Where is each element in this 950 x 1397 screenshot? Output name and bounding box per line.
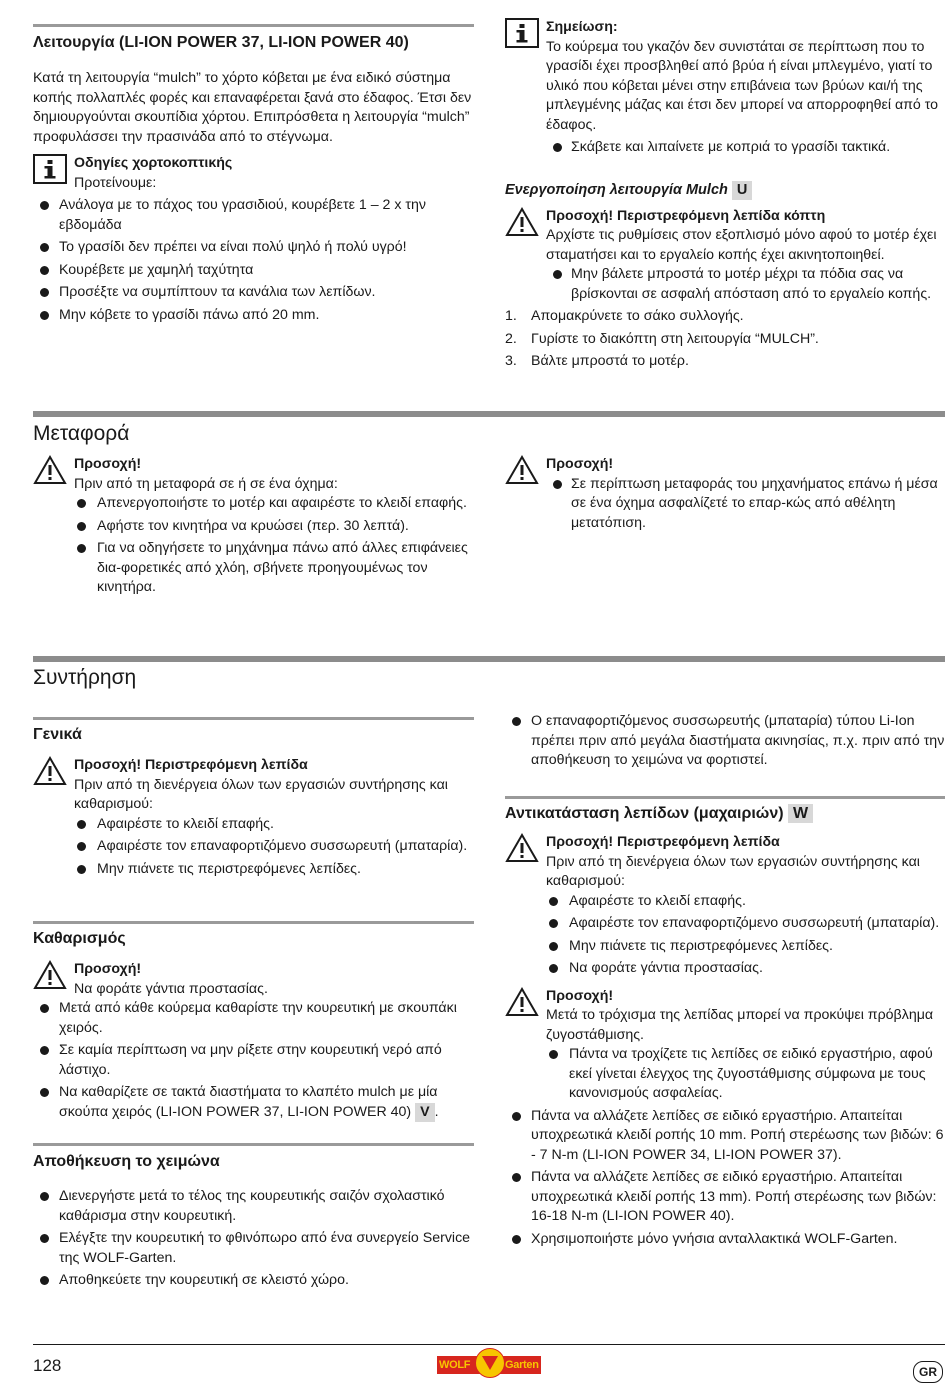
- list-item: Αποθηκεύετε την κουρευτική σε κλειστό χώρο.: [33, 1271, 474, 1291]
- transport-title: Μεταφορά: [33, 422, 130, 445]
- warning-title: Προσοχή! Περιστρεφόμενη λεπίδα κόπτη: [546, 207, 826, 224]
- step-item: 1. Απομακρύνετε το σάκο συλλογής.: [505, 308, 744, 324]
- mulch-activation-title: Ενεργοποίηση λειτουργία Mulch U: [505, 179, 945, 201]
- warning-title: Προσοχή! Περιστρεφόμενη λεπίδα: [546, 834, 780, 850]
- list-item: Ο επαναφορτιζόμενος συσσωρευτής (μπαταρία) τύπου Li-Ion πρέπει πριν από μεγάλα διαστήματα ακινησίας, π.χ. πριν από την αποθήκευση το χειμώνα να φορτιστεί.: [505, 712, 945, 771]
- battery-note: [505, 712, 945, 771]
- warning-icon: [33, 455, 67, 485]
- list-item: Προσέξτε να συμπίπτουν τα κανάλια των λεπίδων.: [33, 283, 474, 303]
- list-item: Μην κόβετε το γρασίδι πάνω από 20 mm.: [33, 306, 474, 326]
- list-item: Διενεργήστε μετά το τέλος της κουρευτικής σαιζόν σχολαστικό καθάρισμα στην κουρευτική.: [33, 1187, 474, 1226]
- warning-title: Προσοχή!: [546, 456, 614, 472]
- figure-ref-badge: V: [415, 1103, 434, 1122]
- transport-warning-box: [33, 455, 474, 598]
- mowing-tips-title: Οδηγίες χορτοκοπτικής: [74, 155, 233, 171]
- warning-icon: [505, 833, 539, 863]
- mulch-title: Λειτουργία (LI-ION POWER 37, LI-ION POWER 40): [33, 34, 409, 51]
- list-item: Το γρασίδι δεν πρέπει να είναι πολύ ψηλό ή πολύ υγρό!: [33, 238, 474, 258]
- mulch-warning-box: [505, 207, 945, 305]
- warning-text: Να φοράτε γάντια προστασίας.: [74, 980, 268, 997]
- warning-text: Πριν από τη μεταφορά σε ή σε ένα όχημα:: [74, 475, 338, 492]
- warning-title: Προσοχή! Περιστρεφόμενη λεπίδα: [74, 757, 308, 773]
- list-item: Για να οδηγήσετε το μηχάνημα πάνω από άλλες επιφάνειες δια-φορετικές από χλόη, σβήνετε προηγουμένως τον κινητήρα.: [74, 539, 474, 598]
- list-item: Χρησιμοποιήστε μόνο γνήσια ανταλλακτικά WOLF-Garten.: [505, 1230, 945, 1250]
- mulch-note-section: [505, 18, 945, 372]
- info-icon: [505, 18, 539, 48]
- warning-icon: [505, 987, 539, 1017]
- list-item: Αφήστε τον κινητήρα να κρυώσει (περ. 30 λεπτά).: [74, 517, 474, 537]
- cleaning-title: Καθαρισμός: [33, 930, 126, 947]
- general-section: [33, 717, 474, 879]
- cleaning-warning-box: [33, 960, 474, 999]
- warning-icon: [505, 455, 539, 485]
- transport-warning-box-2: [505, 455, 945, 533]
- list-item: Πάντα να τροχίζετε τις λεπίδες σε ειδικό εργαστήριο, αφού εκεί γίνεται έλεγχος της ζυγοστάθμισης σύμφωνα με τους κανονισμούς ασφαλείας.: [546, 1045, 945, 1104]
- info-icon: [33, 154, 67, 184]
- step-item: 3. Βάλτε μπροστά το μοτέρ.: [505, 353, 689, 369]
- list-item: Αφαιρέστε το κλειδί επαφής.: [74, 815, 474, 835]
- list-item: Μην πιάνετε τις περιστρεφόμενες λεπίδες.: [74, 860, 474, 880]
- winter-storage-title: Αποθήκευση το χειμώνα: [33, 1153, 220, 1170]
- warning-title: Προσοχή!: [74, 961, 142, 977]
- mulch-section: [33, 24, 474, 325]
- list-item: Πάντα να αλλάζετε λεπίδες σε ειδικό εργαστήριο. Απαιτείται υποχρεωτικά κλειδί ροπής 13 mm). Ροπή στερέωσης των βιδών: 16-18 N-m (LI-ION POWER 40).: [505, 1168, 945, 1227]
- balance-warning-box: [505, 987, 945, 1046]
- list-item: Αφαιρέστε τον επαναφορτιζόμενο συσσωρευτή (μπαταρία).: [74, 837, 474, 857]
- maintenance-title: Συντήρηση: [33, 666, 137, 689]
- list-item: Ελέγξτε την κουρευτική το φθινόπωρο από ένα συνεργείο Service της WOLF-Garten.: [33, 1229, 474, 1268]
- blades-warning-box: [505, 833, 945, 892]
- list-item: Αφαιρέστε τον επαναφορτιζόμενο συσσωρευτή (μπαταρία).: [546, 914, 945, 934]
- general-warning-box: [33, 756, 474, 815]
- general-title: Γενικά: [33, 726, 82, 743]
- blade-replacement-title: Αντικατάσταση λεπίδων (μαχαιριών) W: [505, 803, 945, 825]
- list-item: Απενεργοποιήστε το μοτέρ και αφαιρέστε το κλειδί επαφής.: [74, 494, 474, 514]
- list-item: Να φοράτε γάντια προστασίας.: [546, 959, 945, 979]
- mulch-intro: Κατά τη λειτουργία “mulch” το χόρτο κόβεται με ένα ειδικό σύστημα κοπής πολλαπλές φορές και επαναφέρεται ξανά στο έδαφος. Έτσι δεν δημιουργούνται σκουπίδια χόρτου. Επιπρόσθετα η λειτουργία “mulch” προφυλάσσει την πρασινάδα από το στέγνωμα.: [33, 70, 472, 145]
- footer-rule: [33, 1344, 945, 1345]
- winter-storage-section: [33, 1143, 474, 1291]
- list-item: Αφαιρέστε το κλειδί επαφής.: [546, 892, 945, 912]
- figure-ref-badge: U: [732, 181, 752, 200]
- list-item: Μην πιάνετε τις περιστρεφόμενες λεπίδες.: [546, 937, 945, 957]
- step-item: 2. Γυρίστε το διακόπτη στη λειτουργία “MULCH”.: [505, 330, 819, 347]
- note-title: Σημείωση:: [546, 19, 618, 35]
- section-divider: [33, 411, 945, 417]
- figure-ref-badge: W: [788, 804, 813, 823]
- language-badge: GR: [913, 1361, 943, 1383]
- warning-icon: [33, 960, 67, 990]
- list-item: Κουρέβετε με χαμηλή ταχύτητα: [33, 261, 474, 281]
- warning-text: Πριν από τη διενέργεια όλων των εργασιών συντήρησης και καθαρισμού:: [74, 776, 448, 812]
- blade-replacement-section: [505, 796, 945, 1249]
- warning-text: Αρχίστε τις ρυθμίσεις στον εξοπλισμό μόνο αφού το μοτέρ έχει σταματήσει και το εργαλείο κοπής έχει ακινητοποιηθεί.: [546, 227, 937, 263]
- list-item: Μετά από κάθε κούρεμα καθαρίστε την κουρευτική με σκουπάκι χειρός.: [33, 999, 474, 1038]
- warning-title: Προσοχή!: [74, 456, 142, 472]
- note-box: [505, 18, 945, 158]
- warning-icon: [33, 756, 67, 786]
- list-item: Πάντα να αλλάζετε λεπίδες σε ειδικό εργαστήριο. Απαιτείται υποχρεωτικά κλειδί ροπής 10 mm. Ροπή στερέωσης των βιδών: 6 - 7 N-m (LI-ION POWER 34, LI-ION POWER 37).: [505, 1107, 945, 1166]
- warning-text: Πριν από τη διενέργεια όλων των εργασιών συντήρησης και καθαρισμού:: [546, 853, 920, 889]
- warning-title: Προσοχή!: [546, 987, 614, 1004]
- warning-icon: [505, 207, 539, 237]
- list-item: Να καθαρίζετε σε τακτά διαστήματα το κλαπέτο mulch με μία σκούπα χειρός (LI-ION POWER 37, LI-ION POWER 40) V .: [33, 1083, 474, 1122]
- page-number: 128: [33, 1356, 62, 1375]
- cleaning-section: [33, 921, 474, 1122]
- mowing-tips-box: [33, 154, 474, 193]
- section-divider: [33, 656, 945, 662]
- list-item: Σε καμία περίπτωση να μην ρίξετε στην κουρευτική νερό από λάστιχο.: [33, 1041, 474, 1080]
- list-item: Σκάβετε και λιπαίνετε με κοπριά το γρασίδι τακτικά.: [546, 138, 945, 158]
- list-item: Ανάλογα με το πάχος του γρασιδιού, κουρέβετε 1 – 2 x την εβδομάδα: [33, 196, 474, 235]
- list-item: Σε περίπτωση μεταφοράς του μηχανήματος επάνω ή μέσα σε ένα όχημα ασφαλίζετέ το επαρ-κώς από αθέλητη μετατόπιση.: [546, 475, 945, 534]
- mowing-tips-intro: Προτείνουμε:: [74, 174, 157, 191]
- warning-text: Μετά το τρόχισμα της λεπίδας μπορεί να προκύψει πρόβλημα ζυγοστάθμισης.: [546, 1007, 934, 1043]
- note-text: Το κούρεμα του γκαζόν δεν συνιστάται σε περίπτωση που το γρασίδι έχει προσβληθεί από βρύα ή είναι μπλεγμένο, γιατί το υλικό που κόβεται μένει στην επιβάνεια των βρύων και/ή της μπλεγμένης μάζας και έτσι δεν μπορεί να απορροφηθεί από το έδαφος.: [546, 38, 939, 133]
- wolf-garten-logo: WOLF Garten: [437, 1348, 541, 1378]
- list-item: Μην βάλετε μπροστά το μοτέρ μέχρι τα πόδια σας να βρίσκονται σε ασφαλή απόσταση από το εργαλείο κοπής.: [546, 265, 945, 304]
- wolf-head-icon: [475, 1348, 505, 1378]
